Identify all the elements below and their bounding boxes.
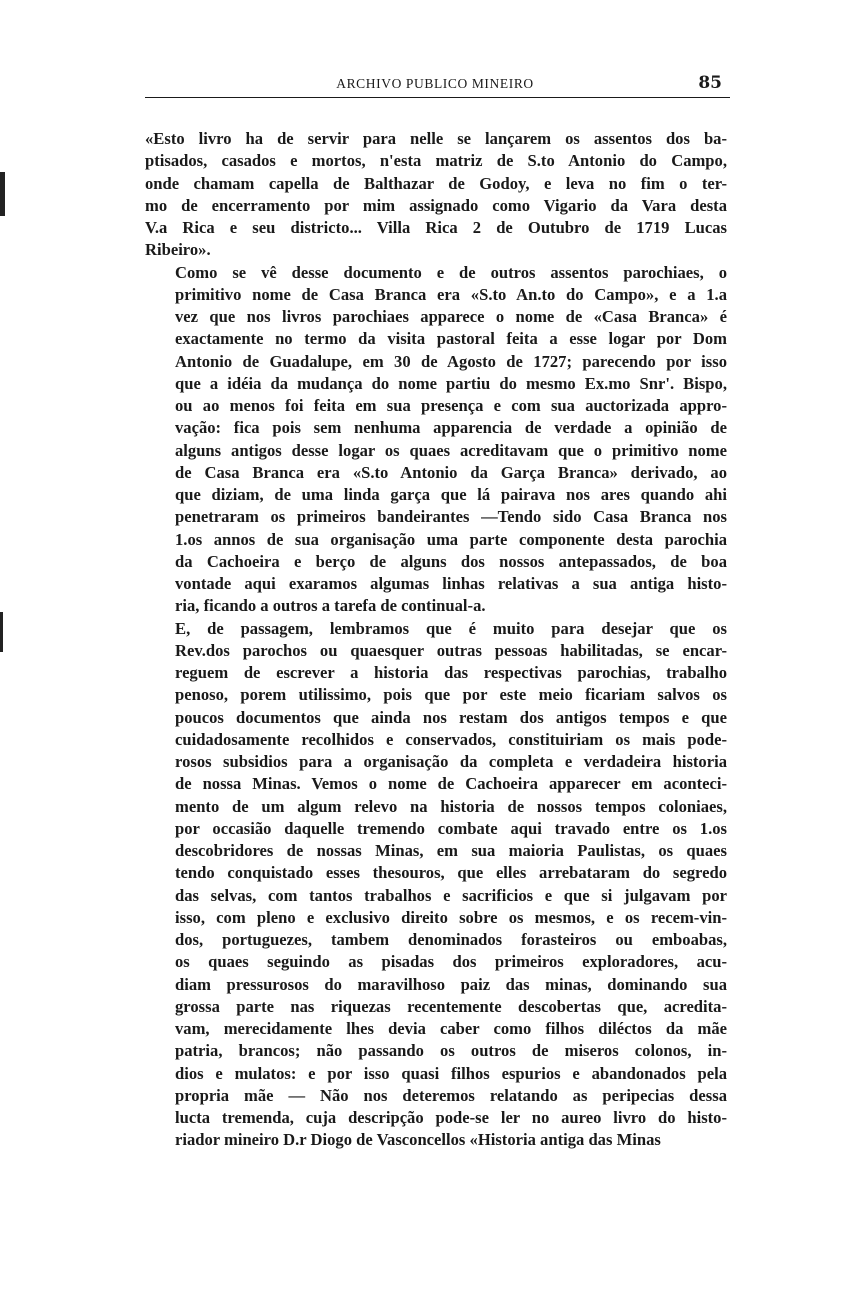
text-line: por occasião daquelle tremendo combate aqui travado entre os 1.os [175, 818, 727, 838]
text-line: «Esto livro ha de servir para nelle se lançarem os assentos dos ba- [145, 129, 727, 148]
binding-mark [0, 612, 3, 652]
text-line: propria mãe — Não nos deteremos relatando as peripecias dessa [175, 1085, 727, 1105]
text-line: ptisados, casados e mortos, n'esta matriz de S.to Antonio do Campo, [145, 151, 727, 171]
text-line: Rev.dos parochos ou quaesquer outras pessoas habilitadas, se encar- [175, 640, 727, 660]
text-line: reguem de escrever a historia das respectivas parochias, trabalho [175, 663, 727, 682]
text-line: Como se vê desse documento e de outros assentos parochiaes, o [175, 262, 727, 282]
text-line: lucta tremenda, cuja descripção pode-se ler no aureo livro do histo- [175, 1108, 727, 1127]
text-line: das selvas, com tantos trabalhos e sacrificios e que si julgavam por [175, 885, 727, 905]
text-line: vontade aqui exaramos algumas linhas relativas a sua antiga histo- [175, 574, 727, 593]
text-line: de Casa Branca era «S.to Antonio da Garça Branca» derivado, ao [175, 462, 727, 482]
text-line: que diziam, de uma linda garça que lá pairava nos ares quando ahi [175, 485, 727, 504]
text-line: primitivo nome de Casa Branca era «S.to An.to do Campo», e a 1.a [175, 284, 727, 304]
page-header [140, 70, 730, 96]
text-line: rosos subsidios para a organisação da completa e verdadeira historia [175, 752, 727, 771]
text-line: vez que nos livros parochiaes apparece o nome de «Casa Branca» é [175, 307, 727, 326]
text-line: dos, portuguezes, tambem denominados forasteiros ou emboabas, [175, 930, 727, 949]
paragraph [145, 618, 727, 1152]
text-line: diam pressurosos do maravilhoso paiz das minas, dominando sua [175, 974, 727, 994]
text-line: que a idéia da mudança do nome partiu do mesmo Ex.mo Snr'. Bispo, [175, 373, 727, 393]
binding-mark [0, 172, 5, 216]
text-line: Antonio de Guadalupe, em 30 de Agosto de 1727; parecendo por isso [175, 351, 727, 371]
text-line: riador mineiro D.r Diogo de Vasconcellos «Historia antiga das Minas [175, 1130, 661, 1150]
text-line: alguns antigos desse logar os quaes acreditavam que o primitivo nome [175, 440, 727, 460]
text-line: patria, brancos; não passando os outros de miseros colonos, in- [175, 1041, 727, 1061]
running-title: ARCHIVO PUBLICO MINEIRO [336, 76, 534, 91]
page-number: 85 [698, 73, 722, 93]
body-text [145, 128, 727, 1152]
text-line: cuidadosamente recolhidos e conservados, constituiriam os mais pode- [175, 729, 727, 749]
paragraph [145, 262, 727, 618]
text-line: tendo conquistado esses thesouros, que elles arrebataram do segredo [175, 863, 727, 883]
text-line: E, de passagem, lembramos que é muito para desejar que os [175, 618, 727, 638]
text-line: onde chamam capella de Balthazar de Godoy, e leva no fim o ter- [145, 173, 727, 193]
text-line: penetraram os primeiros bandeirantes —Tendo sido Casa Branca nos [175, 507, 727, 527]
text-line: penoso, porem utilissimo, pois que por este meio ficariam salvos os [175, 685, 727, 705]
paragraph [145, 128, 727, 262]
text-line: da Cachoeira e berço de alguns dos nossos antepassados, de boa [175, 551, 727, 571]
text-line: descobridores de nossas Minas, em sua maioria Paulistas, os quaes [175, 841, 727, 860]
header-rule [145, 97, 730, 98]
text-line: ou ao menos foi feita em sua presença e com sua auctorizada appro- [175, 396, 727, 415]
text-line: dios e mulatos: e por isso quasi filhos espurios e abandonados pela [175, 1063, 727, 1083]
text-line: isso, com pleno e exclusivo direito sobre os mesmos, e os recem-vin- [175, 907, 727, 927]
text-line: V.a Rica e seu districto... Villa Rica 2 de Outubro de 1719 Lucas [145, 218, 727, 237]
text-line: vação: fica pois sem nenhuma apparencia de verdade a opinião de [175, 418, 727, 438]
text-line: 1.os annos de sua organisação uma parte componente desta parochia [175, 529, 727, 549]
text-line: Ribeiro». [145, 240, 211, 260]
text-line: mento de um algum relevo na historia de nossos tempos coloniaes, [175, 796, 727, 816]
text-line: grossa parte nas riquezas recentemente descobertas que, acredita- [175, 996, 727, 1016]
text-line: de nossa Minas. Vemos o nome de Cachoeira apparecer em aconteci- [175, 774, 727, 794]
text-line: os quaes seguindo as pisadas dos primeiros exploradores, acu- [175, 952, 727, 972]
text-line: mo de encerramento por mim assignado como Vigario da Vara desta [145, 195, 727, 215]
text-line: exactamente no termo da visita pastoral feita a esse logar por Dom [175, 329, 727, 349]
text-line: vam, merecidamente lhes devia caber como filhos diléctos da mãe [175, 1019, 727, 1038]
text-line: poucos documentos que ainda nos restam dos antigos tempos e que [175, 707, 727, 727]
text-line: ria, ficando a outros a tarefa de continual-a. [175, 596, 486, 616]
